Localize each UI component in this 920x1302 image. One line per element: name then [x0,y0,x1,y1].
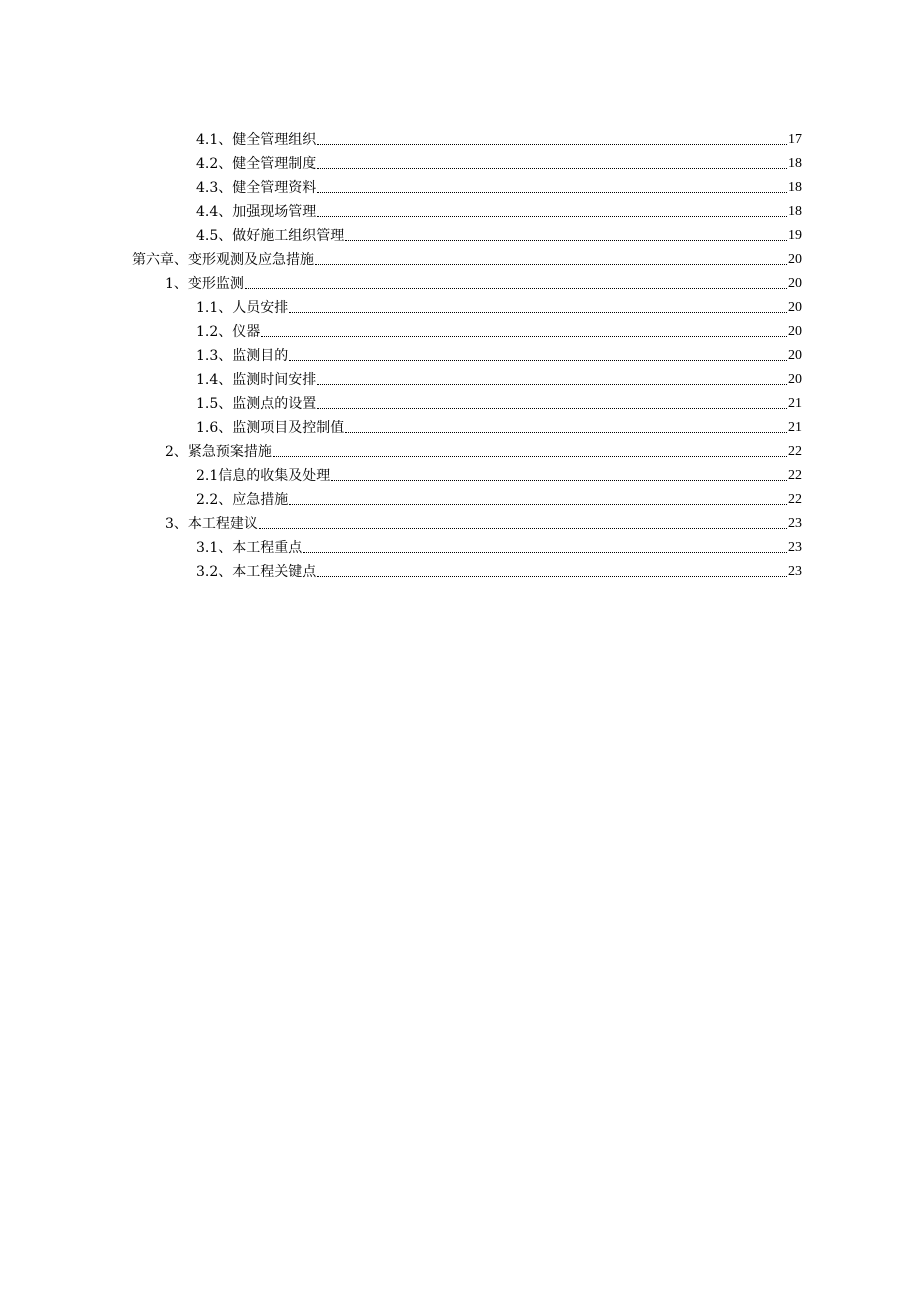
toc-entry[interactable] [0,196,802,220]
toc-dot-leader [317,144,787,145]
toc-entry-title: 3.2、本工程关键点 [196,564,317,580]
toc-entry-title: 2.2、应急措施 [196,492,289,508]
toc-entry-title: 4.4、加强现场管理 [196,204,317,220]
toc-dot-leader [317,384,787,385]
toc-dot-leader [315,264,787,265]
toc-entry-page-number: 23 [788,564,802,579]
toc-entry-title: 4.5、做好施工组织管理 [196,228,345,244]
toc-dot-leader [289,504,787,505]
toc-entry-title: 1.2、仪器 [196,324,261,340]
toc-entry-page-number: 20 [788,300,802,315]
toc-entry[interactable] [0,364,802,388]
toc-entry[interactable] [0,148,802,172]
toc-entry[interactable] [0,532,802,556]
toc-entry-title: 1、变形监测 [165,276,244,292]
toc-entry-page-number: 22 [788,468,802,483]
toc-entry-title: 3、本工程建议 [165,516,258,532]
toc-entry-title: 1.4、监测时间安排 [196,372,317,388]
toc-entry-page-number: 20 [788,372,802,387]
toc-entry-title: 1.5、监测点的设置 [196,396,317,412]
toc-entry[interactable] [0,340,802,364]
toc-entry-title: 第六章、变形观测及应急措施 [132,252,314,268]
toc-entry-page-number: 19 [788,228,802,243]
toc-entry[interactable] [0,508,802,532]
toc-entry-title: 3.1、本工程重点 [196,540,303,556]
toc-entry[interactable] [0,484,802,508]
toc-entry[interactable] [0,124,802,148]
toc-dot-leader [345,432,787,433]
toc-entry[interactable] [0,244,802,268]
toc-entry-title: 2.1信息的收集及处理 [196,468,331,484]
toc-entry[interactable] [0,292,802,316]
toc-entry-title: 4.3、健全管理资料 [196,180,317,196]
toc-entry[interactable] [0,556,802,580]
toc-entry-title: 1.3、监测目的 [196,348,289,364]
toc-entry-page-number: 18 [788,156,802,171]
toc-dot-leader [289,312,787,313]
toc-entry-page-number: 20 [788,252,802,267]
toc-entry-page-number: 22 [788,492,802,507]
toc-dot-leader [317,576,787,577]
toc-dot-leader [303,552,787,553]
toc-entry-page-number: 21 [788,420,802,435]
toc-entry-page-number: 21 [788,396,802,411]
toc-dot-leader [317,192,787,193]
toc-entry[interactable] [0,268,802,292]
toc-entry-page-number: 23 [788,540,802,555]
toc-dot-leader [245,288,787,289]
table-of-contents [0,124,920,580]
toc-entry-page-number: 23 [788,516,802,531]
toc-entry-title: 4.2、健全管理制度 [196,156,317,172]
toc-dot-leader [317,168,787,169]
toc-dot-leader [273,456,787,457]
toc-dot-leader [345,240,787,241]
toc-entry-page-number: 18 [788,180,802,195]
toc-dot-leader [259,528,787,529]
toc-dot-leader [331,480,787,481]
toc-entry[interactable] [0,220,802,244]
toc-entry-title: 2、紧急预案措施 [165,444,272,460]
toc-entry-page-number: 22 [788,444,802,459]
toc-entry[interactable] [0,172,802,196]
toc-dot-leader [317,408,787,409]
toc-entry-page-number: 20 [788,348,802,363]
toc-dot-leader [317,216,787,217]
toc-entry-title: 1.1、人员安排 [196,300,289,316]
toc-dot-leader [261,336,787,337]
toc-entry[interactable] [0,316,802,340]
toc-entry-title: 4.1、健全管理组织 [196,132,317,148]
toc-entry[interactable] [0,436,802,460]
toc-entry-page-number: 20 [788,276,802,291]
toc-entry[interactable] [0,388,802,412]
toc-entry[interactable] [0,460,802,484]
toc-entry-page-number: 20 [788,324,802,339]
toc-dot-leader [289,360,787,361]
toc-entry-page-number: 17 [788,132,802,147]
toc-entry-title: 1.6、监测项目及控制值 [196,420,345,436]
toc-entry[interactable] [0,412,802,436]
toc-entry-page-number: 18 [788,204,802,219]
